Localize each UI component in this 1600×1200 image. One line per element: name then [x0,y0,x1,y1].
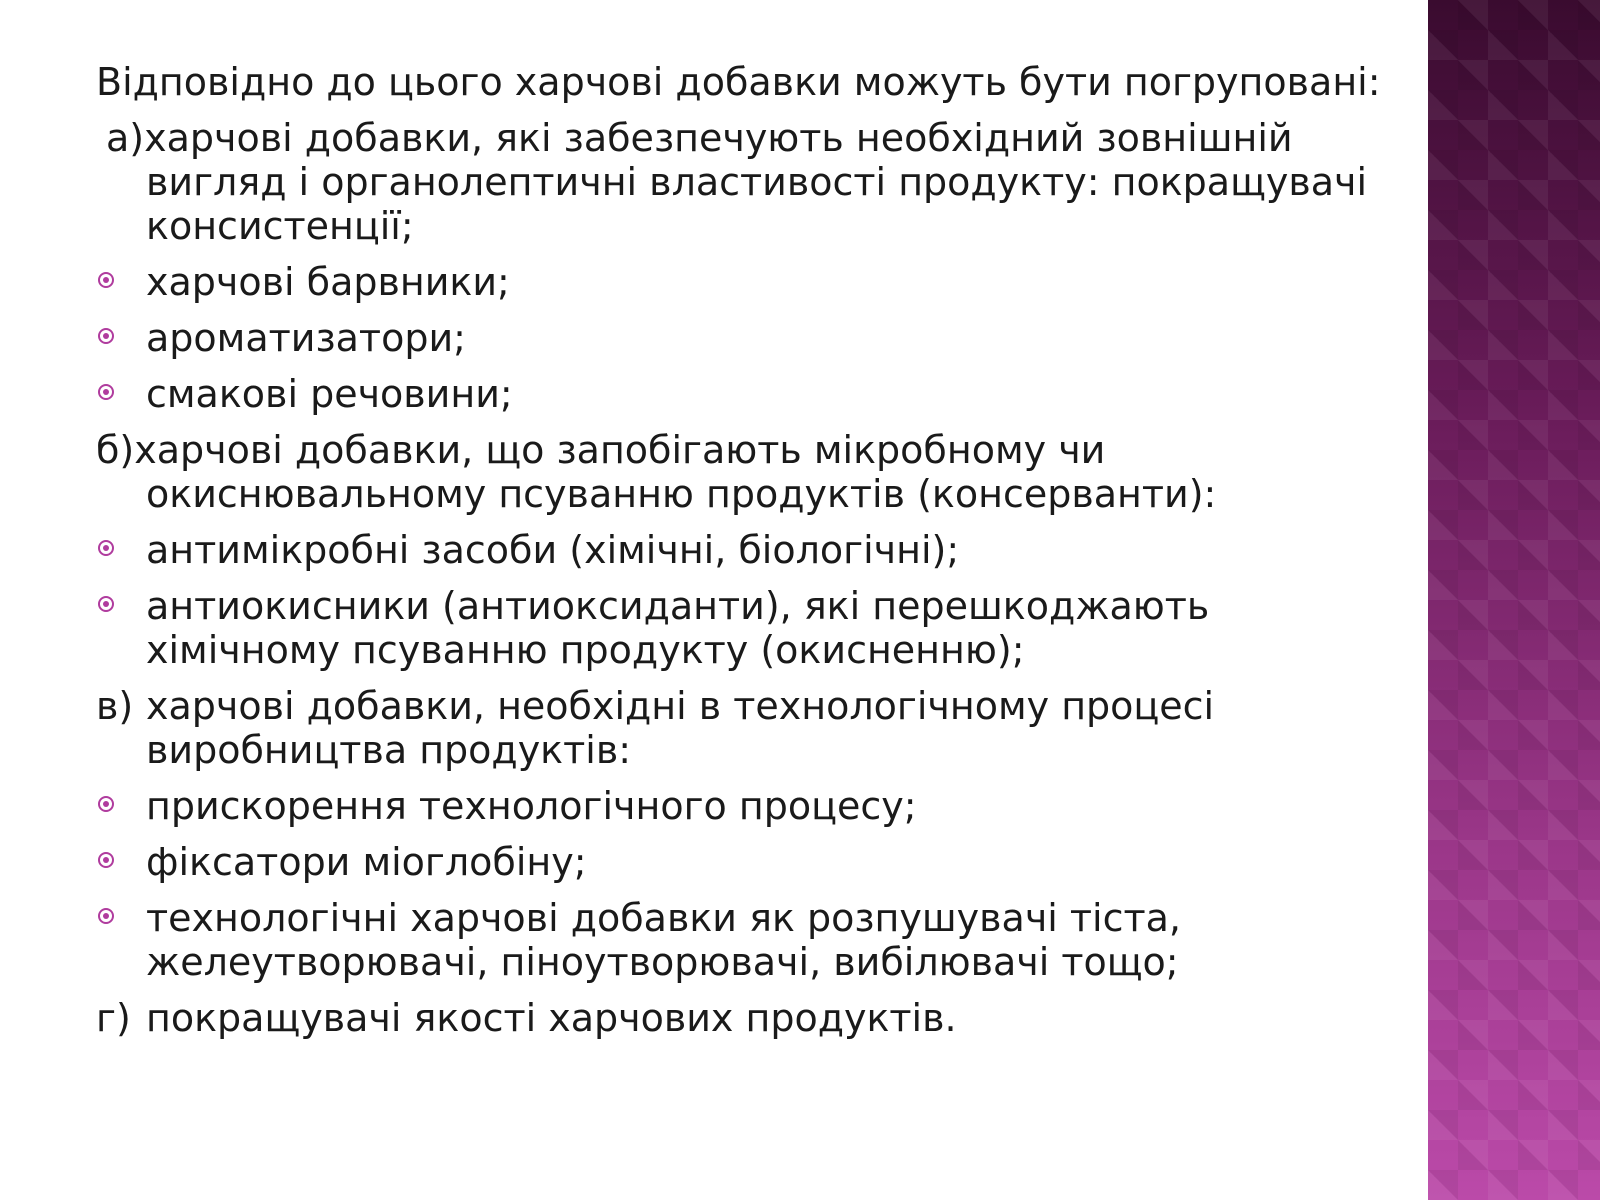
diamond-pattern [1428,0,1600,1200]
group-a-paragraph: а)харчові добавки, які забезпечують необхідний зовнішній вигляд і органолептичні властивості продукту: покращувачі консистенції; [106,116,1368,248]
group-v-paragraph [96,684,1396,772]
circle-dot-bullet-icon [98,908,114,924]
group-g-text: покращувачі якості харчових продуктів. [146,996,957,1040]
group-v-label: в) [96,684,134,728]
list-item [96,840,1396,884]
list-item [96,784,1396,828]
list-item-text: технологічні харчові добавки як розпушувачі тіста, желеутворювачі, піноутворювачі, вибілювачі тощо; [146,896,1181,984]
list-item-text: антиокисники (антиоксиданти), які перешкоджають хімічному псуванню продукту (окисненню); [146,584,1210,672]
group-b-paragraph: б)харчові добавки, що запобігають мікробному чи окиснювальному псуванню продуктів (консерванти): [96,428,1217,516]
list-item-text: антимікробні засоби (хімічні, біологічні); [146,528,960,572]
group-g-label: г) [96,996,131,1040]
list-item-text: смакові речовини; [146,372,513,416]
list-item [96,316,1396,360]
list-item [96,260,1396,304]
circle-dot-bullet-icon [98,272,114,288]
group-v-text: харчові добавки, необхідні в технологічному процесі виробництва продуктів: [146,684,1215,772]
circle-dot-bullet-icon [98,596,114,612]
circle-dot-bullet-icon [98,540,114,556]
group-g-paragraph [96,996,1396,1040]
circle-dot-bullet-icon [98,328,114,344]
slide-content [96,60,1396,1052]
decorative-side-band [1428,0,1600,1200]
list-item [96,584,1396,672]
list-item-text: ароматизатори; [146,316,466,360]
intro-paragraph: Відповідно до цього харчові добавки можуть бути погруповані: [96,60,1381,104]
list-item [96,372,1396,416]
circle-dot-bullet-icon [98,796,114,812]
circle-dot-bullet-icon [98,384,114,400]
circle-dot-bullet-icon [98,852,114,868]
list-item [96,896,1396,984]
list-item [96,528,1396,572]
list-item-text: прискорення технологічного процесу; [146,784,917,828]
list-item-text: фіксатори міоглобіну; [146,840,587,884]
list-item-text: харчові барвники; [146,260,510,304]
